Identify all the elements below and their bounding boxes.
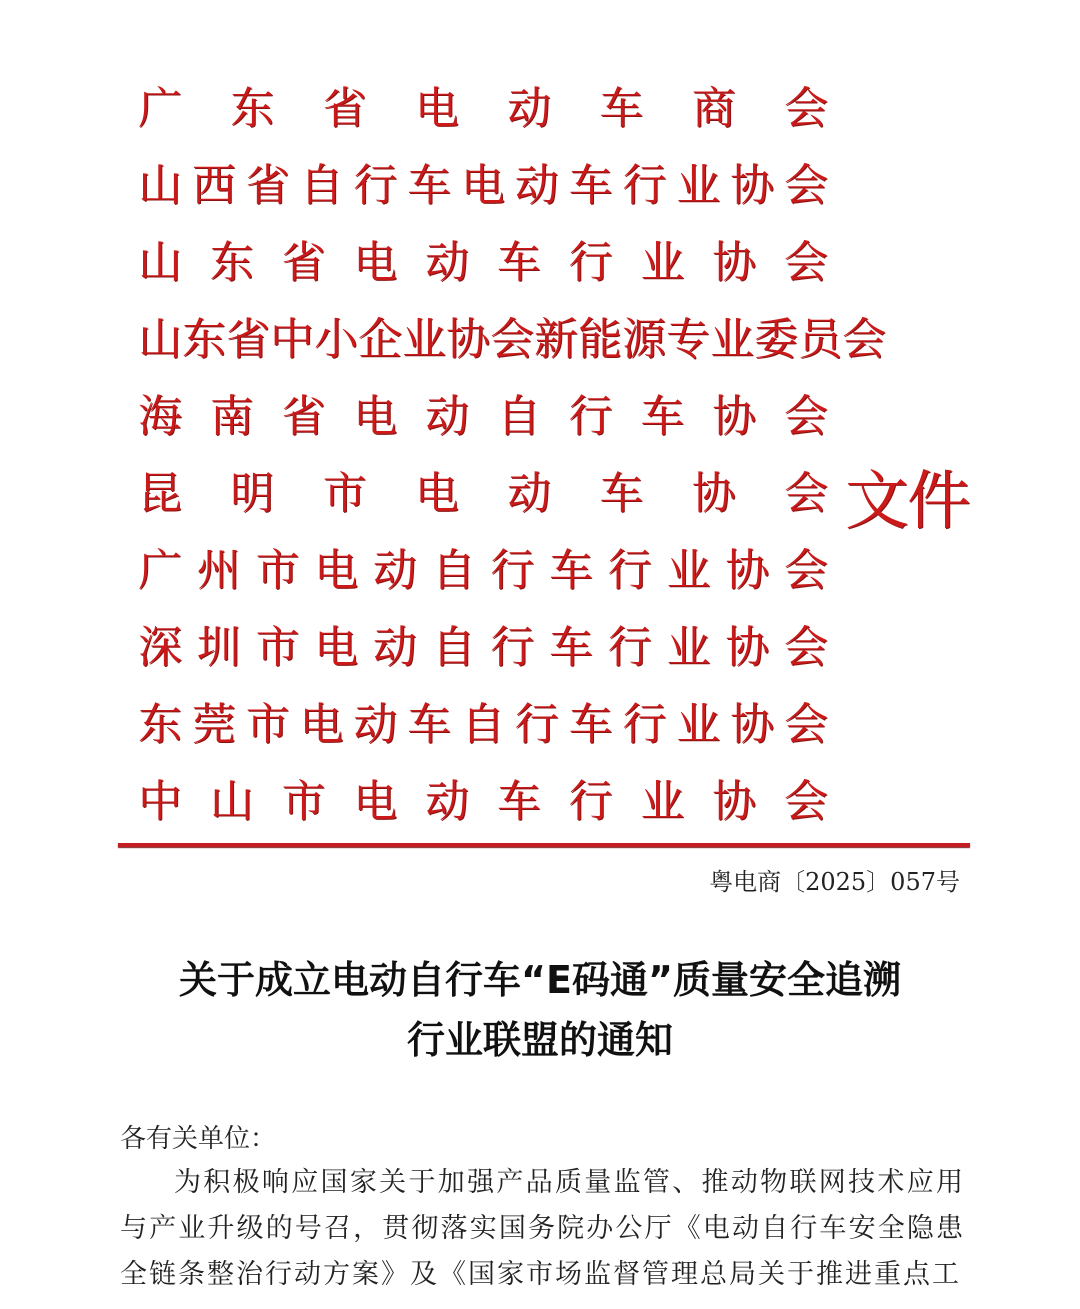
org-char: 行: [568, 236, 613, 288]
org-char: 电: [299, 698, 344, 750]
org-char: 东: [209, 236, 254, 288]
org-char: 行: [490, 544, 535, 596]
org-char: 圳: [196, 621, 241, 673]
org-char: 协: [712, 390, 757, 442]
org-char: 业: [640, 236, 685, 288]
org-char: 会: [783, 621, 828, 673]
org-char: 海: [138, 390, 182, 442]
org-char: 动: [514, 159, 559, 211]
org-char: 会: [783, 236, 828, 288]
org-char: 企: [358, 313, 402, 365]
org-char: 行: [607, 544, 652, 596]
org-char: 自: [431, 544, 476, 596]
org-char: 深: [138, 621, 182, 673]
org-char: 协: [730, 159, 775, 211]
org-char: 电: [460, 159, 505, 211]
org-char: 山: [209, 775, 254, 827]
org-char: 山: [138, 159, 182, 211]
org-char: 动: [507, 82, 552, 134]
org-char: 行: [607, 621, 652, 673]
org-char: 电: [414, 467, 459, 519]
org-char: 省: [281, 390, 326, 442]
org-char: 协: [446, 313, 490, 365]
org-char: 电: [314, 544, 359, 596]
org-char: 广: [138, 544, 182, 596]
org-char: 电: [353, 236, 398, 288]
org-char: 省: [281, 236, 326, 288]
org-char: 西: [191, 159, 236, 211]
org-char: 车: [496, 236, 541, 288]
org-char: 东: [182, 313, 226, 365]
org-line: [138, 532, 828, 609]
body-paragraph: 为积极响应国家关于加强产品质量监管、推动物联网技术应用与产业升级的号召，贯彻落实国务院办公厅《电动自行车安全隐患全链条整治行动方案》及《国家市场监督管理总局关于推进重点工: [120, 1167, 965, 1290]
org-char: 会: [783, 544, 828, 596]
org-char: 协: [712, 775, 757, 827]
org-char: 委: [754, 313, 798, 365]
org-char: 自: [299, 159, 344, 211]
org-char: 中: [138, 775, 182, 827]
org-char: 动: [425, 775, 470, 827]
org-char: 市: [255, 544, 300, 596]
org-char: 业: [666, 621, 711, 673]
org-char: 明: [230, 467, 275, 519]
org-line: [138, 224, 828, 301]
org-line: [138, 70, 828, 147]
salutation: 各有关单位：: [120, 1124, 277, 1154]
org-char: 动: [425, 236, 470, 288]
org-char: 电: [314, 621, 359, 673]
issuing-organizations: [138, 70, 886, 840]
org-line: [138, 378, 828, 455]
org-char: 动: [372, 544, 417, 596]
org-char: 业: [640, 775, 685, 827]
org-char: 车: [549, 621, 594, 673]
org-char: 新: [534, 313, 578, 365]
org-char: 车: [599, 82, 644, 134]
org-line: [138, 455, 828, 532]
org-char: 市: [255, 621, 300, 673]
org-char: 广: [138, 82, 182, 134]
org-char: 省: [322, 82, 367, 134]
org-char: 山: [138, 313, 182, 365]
org-char: 动: [353, 698, 398, 750]
org-char: 自: [496, 390, 541, 442]
org-char: 行: [490, 621, 535, 673]
org-char: 车: [568, 698, 613, 750]
org-char: 车: [568, 159, 613, 211]
org-char: 省: [245, 159, 290, 211]
org-char: 市: [245, 698, 290, 750]
org-char: 动: [507, 467, 552, 519]
org-char: 业: [666, 544, 711, 596]
document-label: 文件: [845, 465, 969, 539]
org-line: [138, 147, 828, 224]
org-char: 东: [138, 698, 182, 750]
org-char: 小: [314, 313, 358, 365]
org-char: 业: [676, 159, 721, 211]
org-char: 行: [568, 390, 613, 442]
org-char: 省: [226, 313, 270, 365]
org-char: 能: [578, 313, 622, 365]
org-char: 车: [407, 159, 452, 211]
org-char: 会: [783, 775, 828, 827]
org-char: 协: [725, 621, 770, 673]
org-char: 车: [640, 390, 685, 442]
org-char: 市: [281, 775, 326, 827]
org-line: [138, 763, 828, 840]
org-char: 电: [414, 82, 459, 134]
org-char: 业: [676, 698, 721, 750]
org-char: 车: [496, 775, 541, 827]
org-line: [138, 609, 828, 686]
org-char: 行: [353, 159, 398, 211]
org-char: 业: [710, 313, 754, 365]
org-char: 商: [691, 82, 736, 134]
org-char: 车: [599, 467, 644, 519]
org-char: 行: [514, 698, 559, 750]
org-char: 员: [798, 313, 842, 365]
org-char: 莞: [191, 698, 236, 750]
org-char: 会: [783, 698, 828, 750]
org-char: 会: [783, 82, 828, 134]
org-char: 南: [209, 390, 254, 442]
org-line: [138, 301, 886, 378]
org-char: 协: [712, 236, 757, 288]
document-title: [100, 950, 980, 1070]
org-char: 会: [490, 313, 534, 365]
org-char: 自: [460, 698, 505, 750]
title-line-2: 行业联盟的通知: [406, 1018, 673, 1062]
org-char: 会: [783, 390, 828, 442]
org-line: [138, 686, 828, 763]
org-char: 州: [196, 544, 241, 596]
org-char: 业: [402, 313, 446, 365]
red-divider: [118, 843, 970, 847]
org-char: 会: [783, 159, 828, 211]
org-char: 会: [842, 313, 886, 365]
org-char: 中: [270, 313, 314, 365]
org-char: 车: [549, 544, 594, 596]
org-char: 行: [622, 159, 667, 211]
org-char: 行: [568, 775, 613, 827]
org-char: 电: [353, 390, 398, 442]
org-char: 动: [372, 621, 417, 673]
org-char: 山: [138, 236, 182, 288]
org-char: 动: [425, 390, 470, 442]
org-char: 协: [730, 698, 775, 750]
org-char: 源: [622, 313, 666, 365]
org-char: 协: [691, 467, 736, 519]
org-char: 行: [622, 698, 667, 750]
org-char: 自: [431, 621, 476, 673]
org-char: 协: [725, 544, 770, 596]
document-number: 粤电商〔2025〕057号: [709, 868, 960, 896]
org-char: 市: [322, 467, 367, 519]
org-char: 专: [666, 313, 710, 365]
org-char: 昆: [138, 467, 182, 519]
org-char: 会: [783, 467, 828, 519]
title-line-1: 关于成立电动自行车“E码通”质量安全追溯: [179, 958, 901, 1002]
org-char: 电: [353, 775, 398, 827]
org-char: 东: [230, 82, 275, 134]
org-char: 车: [407, 698, 452, 750]
